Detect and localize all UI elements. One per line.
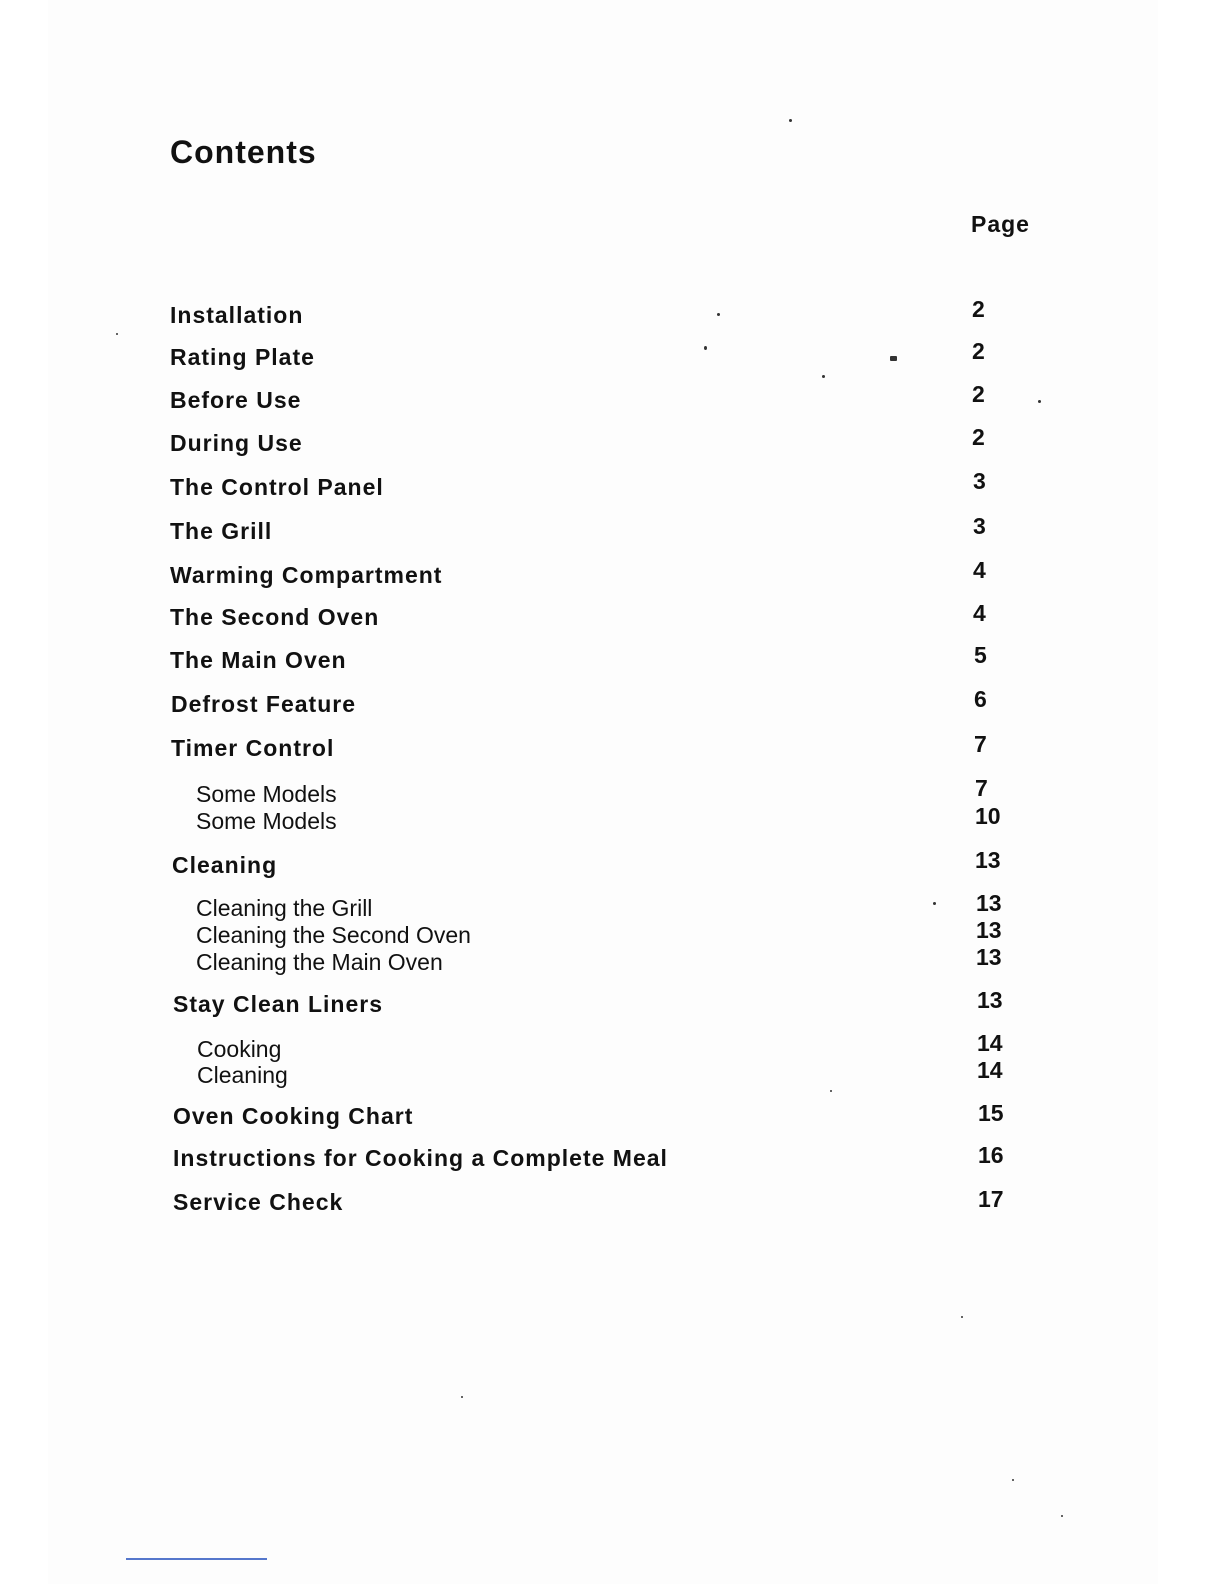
scan-speck xyxy=(830,1090,832,1092)
toc-entry-second-oven: The Second Oven xyxy=(170,604,380,630)
toc-page-complete-meal: 16 xyxy=(978,1142,1004,1168)
toc-page-second-oven: 4 xyxy=(973,600,986,626)
scan-speck xyxy=(717,313,720,316)
toc-subentry-some-models-1: Some Models xyxy=(196,781,337,807)
toc-entry-rating-plate: Rating Plate xyxy=(170,344,315,370)
toc-page-control-panel: 3 xyxy=(973,468,986,494)
scan-speck xyxy=(961,1316,963,1318)
toc-entry-oven-cooking-chart: Oven Cooking Chart xyxy=(173,1103,414,1129)
toc-page-rating-plate: 2 xyxy=(972,338,985,364)
toc-subentry-cooking: Cooking xyxy=(197,1036,282,1062)
toc-page-warming-compartment: 4 xyxy=(973,557,986,583)
toc-subentry-cleaning-second-oven: Cleaning the Second Oven xyxy=(196,922,471,948)
toc-page-some-models-2: 10 xyxy=(975,803,1001,829)
toc-subentry-cleaning-liners: Cleaning xyxy=(197,1062,288,1088)
toc-page-cooking: 14 xyxy=(977,1030,1003,1056)
scan-speck xyxy=(1012,1479,1014,1481)
scan-speck xyxy=(1061,1515,1063,1517)
toc-page-timer-control: 7 xyxy=(974,731,987,757)
page-column-header: Page xyxy=(971,211,1030,237)
scan-speck xyxy=(116,333,118,335)
scan-speck xyxy=(890,356,897,361)
toc-entry-service-check: Service Check xyxy=(173,1189,344,1215)
toc-entry-the-grill: The Grill xyxy=(170,518,273,544)
toc-page-service-check: 17 xyxy=(978,1186,1004,1212)
toc-page-cleaning-grill: 13 xyxy=(976,890,1002,916)
toc-page-before-use: 2 xyxy=(972,381,985,407)
toc-page-defrost-feature: 6 xyxy=(974,686,987,712)
toc-entry-main-oven: The Main Oven xyxy=(170,647,347,673)
toc-subentry-some-models-2: Some Models xyxy=(196,808,337,834)
scan-speck xyxy=(1038,400,1041,403)
toc-entry-before-use: Before Use xyxy=(170,387,302,413)
toc-page-cleaning: 13 xyxy=(975,847,1001,873)
toc-entry-warming-compartment: Warming Compartment xyxy=(170,562,443,588)
toc-page-cleaning-liners: 14 xyxy=(977,1057,1003,1083)
toc-page-oven-cooking-chart: 15 xyxy=(978,1100,1004,1126)
toc-entry-timer-control: Timer Control xyxy=(171,735,335,761)
toc-page-main-oven: 5 xyxy=(974,642,987,668)
toc-page-stay-clean-liners: 13 xyxy=(977,987,1003,1013)
scan-speck xyxy=(789,119,792,122)
toc-page-during-use: 2 xyxy=(972,424,985,450)
scan-speck xyxy=(704,346,707,350)
toc-entry-cleaning: Cleaning xyxy=(172,852,278,878)
toc-page-some-models-1: 7 xyxy=(975,775,988,801)
toc-page-the-grill: 3 xyxy=(973,513,986,539)
toc-entry-control-panel: The Control Panel xyxy=(170,474,384,500)
toc-entry-defrost-feature: Defrost Feature xyxy=(171,691,356,717)
toc-entry-installation: Installation xyxy=(170,302,304,328)
toc-page-installation: 2 xyxy=(972,296,985,322)
toc-entry-complete-meal: Instructions for Cooking a Complete Meal xyxy=(173,1145,668,1171)
scan-speck xyxy=(933,902,936,905)
scan-speck xyxy=(822,375,825,378)
toc-subentry-cleaning-main-oven: Cleaning the Main Oven xyxy=(196,949,443,975)
footer-underline xyxy=(126,1558,267,1560)
toc-subentry-cleaning-grill: Cleaning the Grill xyxy=(196,895,373,921)
scan-speck xyxy=(461,1396,463,1398)
toc-entry-during-use: During Use xyxy=(170,430,303,456)
toc-page-cleaning-second-oven: 13 xyxy=(976,917,1002,943)
toc-page-cleaning-main-oven: 13 xyxy=(976,944,1002,970)
toc-entry-stay-clean-liners: Stay Clean Liners xyxy=(173,991,384,1017)
page-title: Contents xyxy=(170,134,317,170)
